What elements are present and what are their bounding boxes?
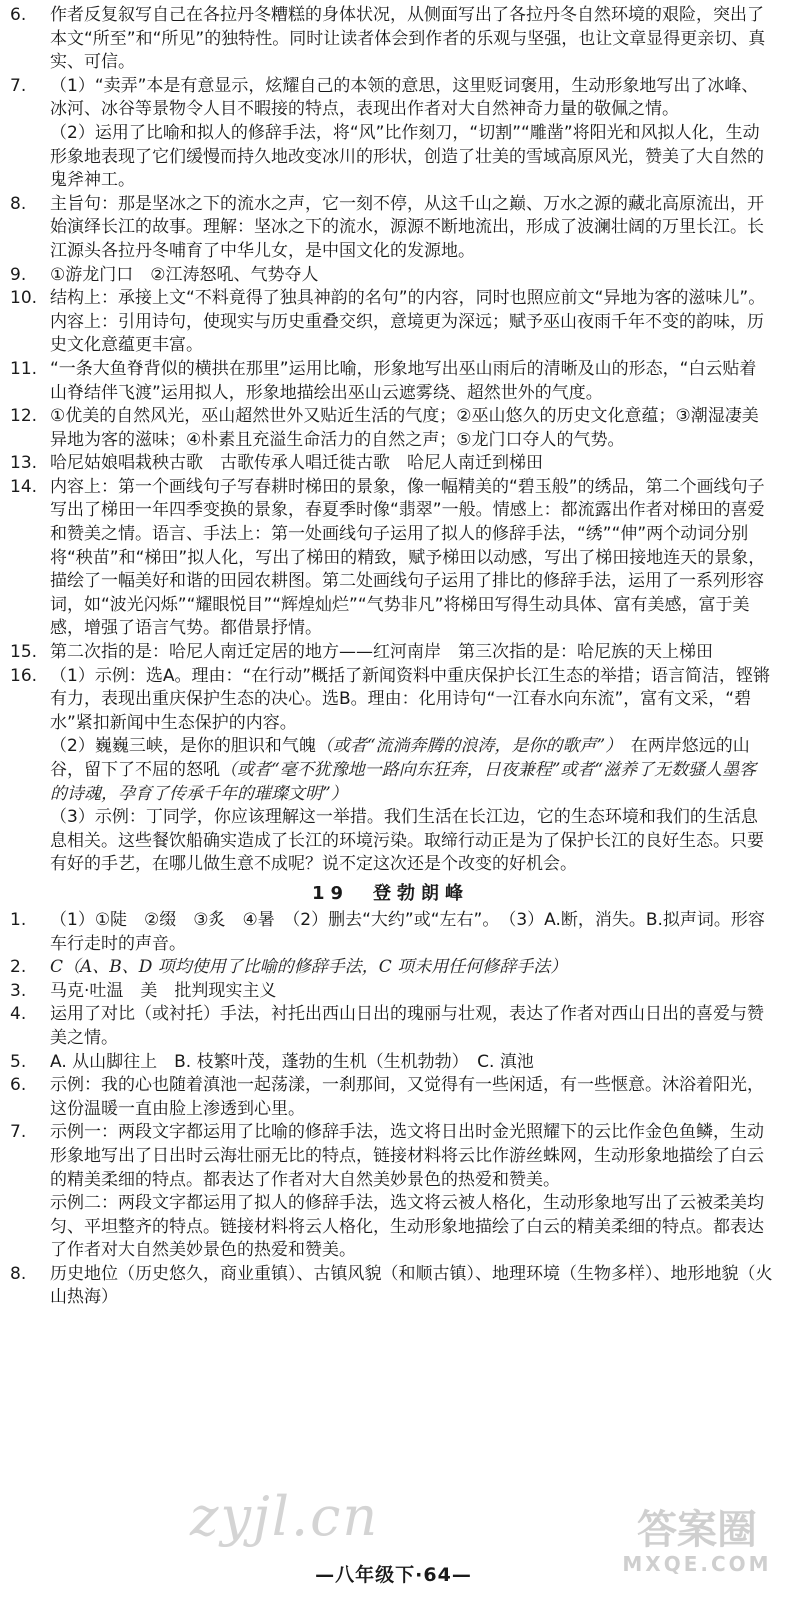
answer-list-top <box>8 4 773 665</box>
item-number: 2. <box>10 957 27 978</box>
answer-paragraph: 内容上：第一个画线句子写春耕时梯田的景象，像一幅精美的“碧玉般”的绣品，第二个画线句子写出了梯田一年四季变换的景象，春夏季时像“翡翠”一般。情感上：都流露出作者对梯田的喜爱和赞美之情。语言、手法上：第一处画线句子运用了拟人的修辞手法，“绣”“伸”两个动词分别将“秧苗”和“梯田”拟人化，写出了梯田的精致，赋予梯田以动感，写出了梯田接地连天的景象，描绘了一幅美好和谐的田园农耕图。第二处画线句子运用了排比的修辞手法，运用了一系列形容词，如“波光闪烁”“耀眼悦目”“辉煌灿烂”“气势非凡”将梯田写得生动具体、富有美感，富于美感，增强了语言气势。都借景抒情。 <box>50 476 766 639</box>
item-number: 7. <box>10 75 27 96</box>
answer-text: 在两岸悠远的山谷，留下了不屈的怒吼 <box>50 736 750 780</box>
answer-item <box>8 193 773 264</box>
watermark-main: 答案圈 <box>637 1507 757 1553</box>
item-number: 7. <box>10 1122 27 1143</box>
answer-paragraph: 结构上：承接上文“不料竟得了独具神韵的名句”的内容，同时也照应前文“异地为客的滋味儿”。内容上：引用诗句，使现实与历史重叠交织，意境更为深远；赋予巫山夜雨千年不变的韵味，历史文化意蕴更丰富。 <box>50 288 766 356</box>
item-number: 14. <box>10 476 38 497</box>
answer-paragraph: 运用了对比（或衬托）手法，衬托出西山日出的瑰丽与壮观，表达了作者对西山日出的喜爱与赞美之情。 <box>50 1004 764 1048</box>
answer-item-16 <box>8 665 773 877</box>
answer-paragraph: （1）“卖弄”本是有意显示，炫耀自己的本领的意思，这里贬词褒用，生动形象地写出了冰峰、冰河、冰谷等景物令人目不暇接的特点，表现出作者对大自然神奇力量的敬佩之情。 <box>50 75 759 120</box>
item-number: 9. <box>10 264 27 285</box>
answer-content <box>8 4 773 1310</box>
answer-paragraph: 作者反复叙写自己在各拉丹冬糟糕的身体状况，从侧面写出了各拉丹冬自然环境的艰险，突出了本文“所至”和“所见”的独特性。同时让读者体会到作者的乐观与坚强，也让文章显得更亲切、真实、可信。 <box>50 5 766 73</box>
answer-paragraph: 示例一：两段文字都运用了比喻的修辞手法，选文将日出时金光照耀下的云比作金色鱼鳞，生动形象地写出了日出时云海壮丽无比的特点，链接材料将云比作游丝蛛网，生动形象地描绘了白云的精美柔细的特点。都表达了作者对大自然美妙景色的热爱和赞美。 <box>50 1122 764 1190</box>
answer-paragraph: 哈尼姑娘唱栽秧古歌 古歌传承人唱迁徙古歌 哈尼人南迁到梯田 <box>50 453 543 474</box>
watermark-site: zyjl.cn <box>190 1485 380 1548</box>
answer-paragraph: “一条大鱼脊背似的横拱在那里”运用比喻，形象地写出巫山雨后的清晰及山的形态，“白云贴着山脊结伴飞渡”运用拟人，形象地描绘出巫山云遮雾绕、超然世外的气度。 <box>50 358 757 403</box>
answer-paragraph: 马克·吐温 美 批判现实主义 <box>50 980 277 1001</box>
answer-item <box>8 1003 773 1050</box>
answer-item <box>8 956 773 980</box>
answer-paragraph <box>50 735 773 806</box>
answer-item <box>8 4 773 75</box>
answer-item <box>8 287 773 358</box>
answer-item <box>8 405 773 452</box>
watermark-sub: MXQE.COM <box>622 1552 772 1576</box>
item-number: 13. <box>10 453 38 474</box>
answer-paragraph: ①游龙门口 ②江涛怒吼、气势夺人 <box>50 264 319 285</box>
answer-paragraph: 第二次指的是：哈尼人南迁定居的地方——红河南岸 第三次指的是：哈尼族的天上梯田 <box>50 642 713 663</box>
handwritten-note: （或者“毫不犹豫地一路向东狂奔，日夜兼程”或者“滋养了无数骚人墨客的诗魂，孕育了传承千年的璀璨文明”） <box>50 760 757 804</box>
item-number: 6. <box>10 1075 27 1096</box>
item-number: 15. <box>10 642 38 663</box>
answer-paragraph: 主旨句：那是坚冰之下的流水之声，它一刻不停，从这千山之巅、万水之源的藏北高原流出，开始演绎长江的故事。理解：坚冰之下的流水，源源不断地流出，形成了波澜壮阔的万里长江。长江源头各拉丹冬哺育了中华儿女，是中国文化的发源地。 <box>50 193 764 261</box>
page-footer: —八年级下·64— <box>315 1564 472 1586</box>
answer-paragraph: （2）运用了比喻和拟人的修辞手法，将“风”比作刻刀，“切割”“雕凿”将阳光和风拟人化，生动形象地表现了它们缓慢而持久地改变冰川的形状，创造了壮美的雪域高原风光，赞美了大自然的鬼斧神工。 <box>50 122 764 191</box>
answer-item <box>8 264 773 288</box>
answer-item <box>8 1121 773 1263</box>
answer-item <box>8 1074 773 1121</box>
answer-item <box>8 452 773 476</box>
answer-paragraph: ①优美的自然风光，巫山超然世外又贴近生活的气度；②巫山悠久的历史文化意蕴；③潮湿凄美异地为客的滋味；④朴素且充溢生命活力的自然之声；⑤龙门口夺人的气势。 <box>50 406 759 450</box>
answer-paragraph: A. 从山脚往上 B. 枝繁叶茂，蓬勃的生机（生机勃勃） C. 滇池 <box>50 1051 534 1072</box>
handwritten-note: （或者“流淌奔腾的浪涛，是你的歌声”） <box>315 736 614 757</box>
answer-item <box>8 1051 773 1075</box>
answer-text: （2）巍巍三峡，是你的胆识和气魄 <box>50 736 316 757</box>
item-number: 16. <box>10 665 38 686</box>
answer-paragraph: 示例：我的心也随着滇池一起荡漾，一刹那间，又觉得有一些闲适，有一些惬意。沐浴着阳光，这份温暖一直由脸上渗透到心里。 <box>50 1075 764 1119</box>
answer-item <box>8 909 773 956</box>
item-number: 8. <box>10 193 27 214</box>
item-number: 6. <box>10 5 27 25</box>
answer-paragraph: （1）示例：选A。理由：“在行动”概括了新闻资料中重庆保护长江生态的举措；语言简洁，铿锵有力，表现出重庆保护生态的决心。选B。理由：化用诗句“一江春水向东流”，富有文采，“碧水”紧扣新闻中生态保护的内容。 <box>50 665 771 733</box>
item-number: 1. <box>10 909 27 930</box>
answer-item <box>8 641 773 665</box>
item-number: 3. <box>10 980 27 1001</box>
item-number: 4. <box>10 1004 27 1025</box>
answer-paragraph: 历史地位（历史悠久，商业重镇）、古镇风貌（和顺古镇）、地理环境（生物多样）、地形地貌（火山热海） <box>50 1263 773 1308</box>
item-number: 12. <box>10 406 38 427</box>
answer-item <box>8 358 773 405</box>
answer-item <box>8 980 773 1004</box>
item-number: 11. <box>10 358 38 379</box>
answer-item <box>8 75 773 193</box>
section-title: 19 登勃朗峰 <box>311 882 470 904</box>
item-number: 8. <box>10 1263 27 1284</box>
answer-paragraph: （3）示例：丁同学，你应该理解这一举措。我们生活在长江边，它的生态环境和我们的生活息息相关。这些餐饮船确实造成了长江的环境污染。取缔行动正是为了保护长江的良好生态。只要有好的手艺，在哪儿做生意不成呢？说不定这次还是个改变的好机会。 <box>50 807 764 875</box>
answer-list-bottom <box>8 909 773 1310</box>
answer-paragraph: C（A、B、D 项均使用了比喻的修辞手法，C 项未用任何修辞手法） <box>50 957 568 978</box>
answer-paragraph: （1）①陡 ②缀 ③炙 ④暑 （2）删去“大约”或“左右”。 （3）A.断，消失。B.拟声词。形容车行走时的声音。 <box>50 909 765 954</box>
answer-paragraph: 示例二：两段文字都运用了拟人的修辞手法，选文将云被人格化，生动形象地写出了云被柔美均匀、平坦整齐的特点。链接材料将云人格化，生动形象地描绘了白云的精美柔细的特点。都表达了作者对大自然美妙景色的热爱和赞美。 <box>50 1193 764 1261</box>
answer-item <box>8 476 773 641</box>
answer-item <box>8 1263 773 1310</box>
item-number: 5. <box>10 1051 27 1072</box>
item-number: 10. <box>10 288 38 309</box>
